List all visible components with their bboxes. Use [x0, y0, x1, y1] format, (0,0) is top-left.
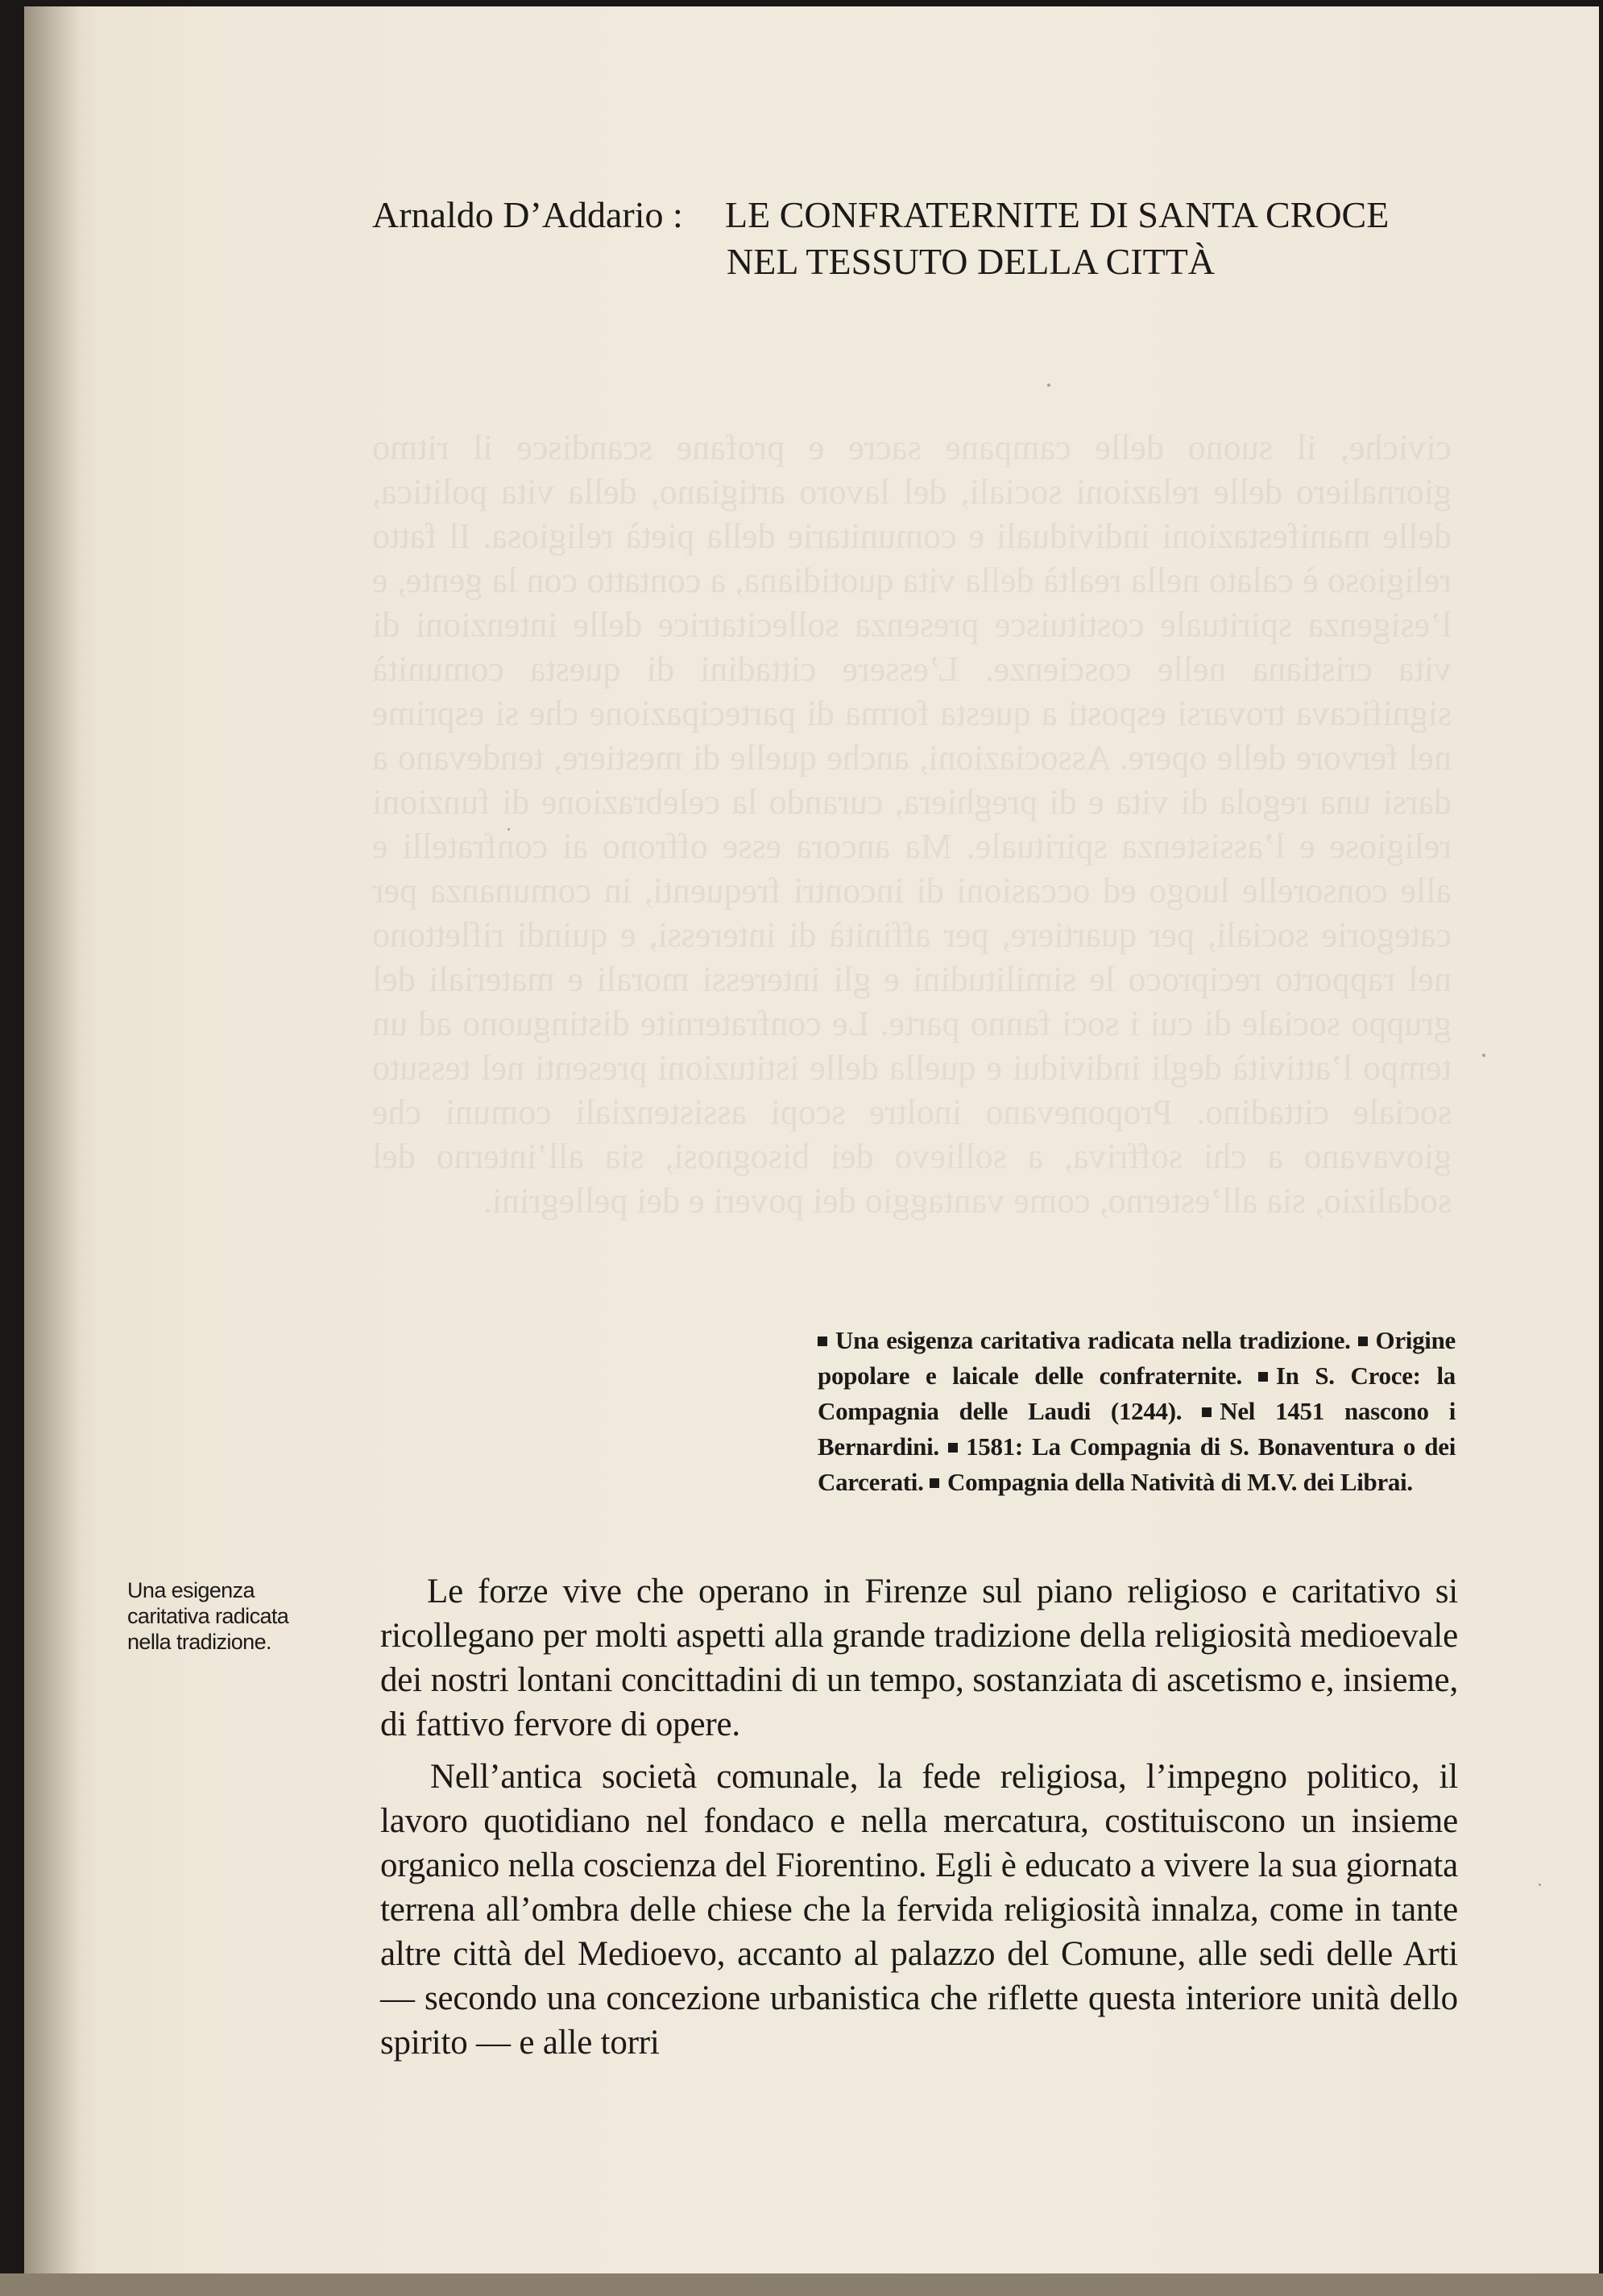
summary-bullet: [1202, 1407, 1212, 1417]
summary-item-6: Compagnia della Natività di M.V. dei Librai.: [947, 1468, 1413, 1496]
paragraph-1: Le forze vive che operano in Firenze sul piano religioso e caritativo si ricollegano per molti aspetti alla grande tradizione della religiosità medioevale dei nostri lontani concittadini di un tempo, sostanziata di ascetismo e, insieme, di fattivo fervore di opere.: [380, 1573, 1458, 1743]
summary-item-4: Nel 1451 nascono i Bernardini.: [818, 1397, 1456, 1461]
margin-note: Una esigenza caritativa radicata nella tradizione.: [127, 1578, 289, 1654]
bleed-through-texture: civiche, il suono delle campane sacre e profane scandisce il ritmo giornaliero delle relazioni sociali, del lavoro artigiano, della vita politica, delle manifestazioni individuali e comunitarie della pietà religiosa. Il fatto religioso è calato nella realtà della vita quotidiana, a contatto con la gente, e l’esigenza spirituale costituisce presenza sollecitatrice delle intenzioni di vita cristiana nelle coscienze. L’essere cittadini di questa comunità significava trovarsi esposti a questa forma di partecipazione che si esprime nel fervore delle opere. Associazioni, anche quelle di mestiere, tendevano a darsi una regola di vita e di preghiera, curando la celebrazione di funzioni religiose e l’assistenza spirituale. Ma ancora esse offrono ai confratelli e alle consorelle luogo ed occasioni di incontri frequenti, in comunanza per categorie sociali, per quartiere, per affinità di interessi, e quindi riflettono nel rapporto reciproco le similitudini e gli interessi morali e materiali del gruppo sociale di cui i soci fanno parte. Le confraternite distinguono ad un tempo l’attività degli individui e quella delle istituzioni presenti nel tessuto sociale cittadino. Proponevano inoltre scopi assistenziali comuni che giovavano a chi soffriva, a sollievo dei bisognosi, sia all’interno del sodalizio, sia all’esterno, come vantaggio dei poveri e dei pellegrini.: [372, 428, 1452, 1221]
summary-item-3: In S. Croce: la Compagnia delle Laudi (1244).: [818, 1361, 1456, 1425]
chapter-summary: [818, 1323, 1456, 1500]
title-line-1: LE CONFRATERNITE DI SANTA CROCE: [725, 194, 1390, 235]
summary-bullet: [1258, 1372, 1268, 1382]
scan-bottom-edge: [0, 2273, 1603, 2296]
summary-bullet: [818, 1337, 827, 1346]
book-page: [24, 6, 1599, 2274]
summary-item-5: 1581: La Compagnia di S. Bonaventura o dei Carcerati.: [818, 1432, 1456, 1496]
binding-gutter-shadow: [24, 6, 81, 2274]
summary-bullet: [1358, 1337, 1368, 1346]
summary-item-2: Origine popolare e laicale delle confraternite.: [818, 1326, 1456, 1390]
title-line-2: NEL TESSUTO DELLA CITTÀ: [727, 241, 1216, 282]
paragraph-2: Nell’antica società comunale, la fede religiosa, l’impegno politico, il lavoro quotidiano nel fondaco e nella mercatura, costituiscono un insieme organico nella coscienza del Fiorentino. Egli è educato a vivere la sua giornata terrena all’ombra delle chiese che la fervida religiosità innalza, come in tante altre città del Medioevo, accanto al palazzo del Comune, alle sedi delle Arti — secondo una concezione urbanistica che riflette questa interiore unità dello spirito — e alle torri: [380, 1758, 1458, 2062]
summary-bullet: [948, 1443, 958, 1453]
article-title: [725, 192, 1389, 285]
author-name: Arnaldo D’Addario :: [372, 194, 683, 235]
article-header: [372, 192, 1390, 282]
summary-bullet: [930, 1478, 939, 1488]
body-text: [380, 1569, 1458, 2073]
summary-item-1: Una esigenza caritativa radicata nella tradizione.: [835, 1326, 1351, 1354]
